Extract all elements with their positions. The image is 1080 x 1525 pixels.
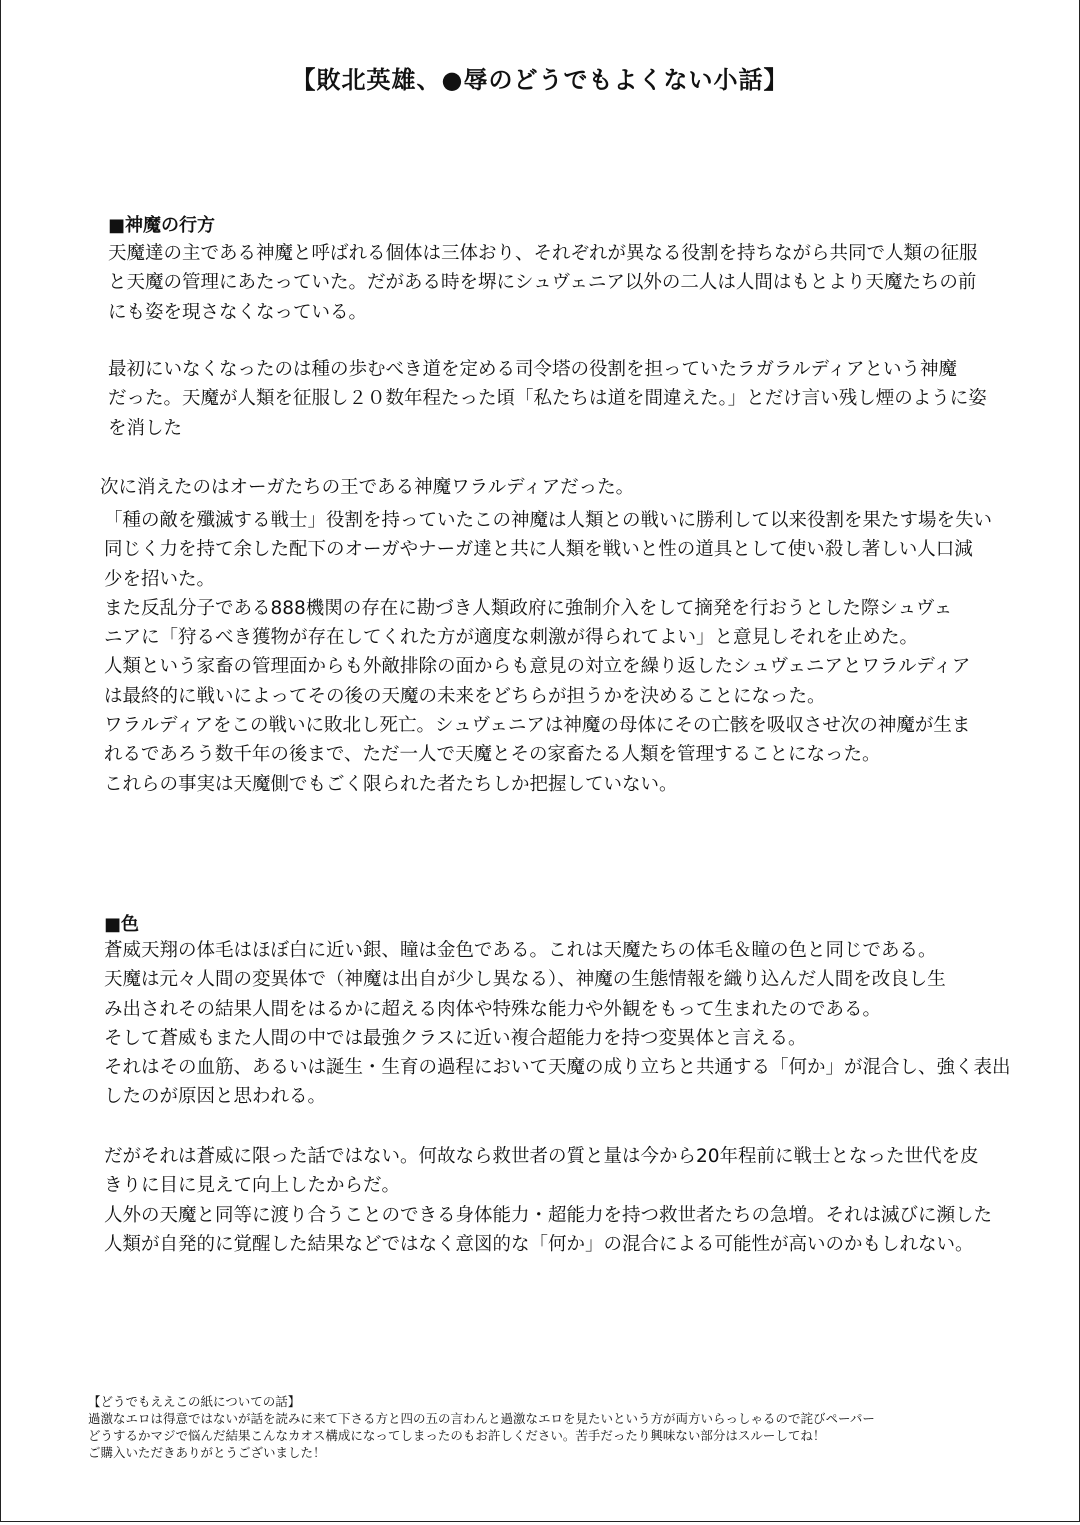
text-line: 同じく力を持て余した配下のオーガやナーガ達と共に人類を戦いと性の道具として使い殺し著しい人口減 — [104, 539, 973, 561]
text-line: は最終的に戦いによってその後の天魔の未来をどちらが担うかを決めることになった。 — [104, 685, 826, 707]
text-line: だがそれは蒼威に限った話ではない。何故なら救世者の質と量は今から20年程前に戦士となった世代を皮 — [104, 1146, 979, 1167]
text-line: 「種の敵を殲滅する戦士」役割を持っていたこの神魔は人類との戦いに勝利して以来役割を果たす場を失い — [104, 510, 993, 531]
paragraph — [104, 506, 992, 799]
text-line: 少を招いた。 — [104, 568, 216, 590]
text-line: 天魔は元々人間の変異体で（神魔は出自が少し異なる）、神魔の生態情報を織り込んだ人間を改良し生 — [104, 969, 946, 991]
text-line: 天魔達の主である神魔と呼ばれる個体は三体おり、それぞれが異なる役割を持ちながら共同で人類の征服 — [108, 243, 978, 264]
text-line: そして蒼威もまた人間の中では最強クラスに近い複合超能力を持つ変異体と言える。 — [104, 1027, 807, 1049]
text-line: 最初にいなくなったのは種の歩むべき道を定める司令塔の役割を担っていたラガラルディアという神魔 — [108, 359, 957, 380]
paragraph — [108, 355, 987, 443]
paragraph — [104, 1142, 992, 1259]
text-line: ワラルディアをこの戦いに敗北し死亡。シュヴェニアは神魔の母体にその亡骸を吸収させ次の神魔が生ま — [104, 715, 971, 737]
text-line: これらの事実は天魔側でもごく限られた者たちしか把握していない。 — [104, 773, 678, 795]
paragraph — [104, 936, 1011, 1112]
section-heading-color: ■色 — [104, 914, 140, 935]
text-line: 人類という家畜の管理面からも外敵排除の面からも意見の対立を繰り返したシュヴェニアとワラルディア — [104, 656, 971, 678]
text-line: きりに目に見えて向上したからだ。 — [104, 1175, 401, 1197]
text-line: だった。天魔が人類を征服し２０数年程たった頃「私たちは道を間違えた。」とだけ言い残し煙のように姿 — [108, 388, 987, 410]
text-line: したのが原因と思われる。 — [104, 1086, 327, 1108]
text-line: 蒼威天翔の体毛はほぼ白に近い銀、瞳は金色である。これは天魔たちの体毛＆瞳の色と同じである。 — [104, 940, 937, 961]
afterword-note — [88, 1393, 875, 1461]
paragraph — [100, 473, 634, 502]
text-line: それはその血筋、あるいは誕生・生育の過程において天魔の成り立ちと共通する「何か」が混合し、強く表出 — [104, 1057, 1011, 1079]
paragraph — [108, 239, 978, 327]
text-line: また反乱分子である888機関の存在に勘づき人類政府に強制介入をして摘発を行おうとした際シュヴェ — [104, 597, 953, 619]
page-title: 【敗北英雄、●辱のどうでもよくない小話】 — [291, 66, 789, 94]
text-line: 【どうでもええこの紙についての話】 — [88, 1394, 301, 1409]
text-line: を消した — [108, 417, 183, 439]
section-heading-shinma: ■神魔の行方 — [108, 215, 216, 236]
text-line: ご購入いただきありがとうございました！ — [88, 1445, 326, 1460]
text-line: どうするかマジで悩んだ結果こんなカオス構成になってしまったのもお許しください。苦手だったり興味ない部分はスルーしてね！ — [88, 1428, 826, 1443]
text-line: み出されその結果人間をはるかに超える肉体や特殊な能力や外観をもって生まれたのである。 — [104, 998, 882, 1020]
text-line: れるであろう数千年の後まで、ただ一人で天魔とその家畜たる人類を管理することになった。 — [104, 744, 881, 766]
text-line: 次に消えたのはオーガたちの王である神魔ワラルディアだった。 — [100, 477, 635, 498]
text-line: にも姿を現さなくなっている。 — [108, 301, 368, 323]
text-line: と天魔の管理にあたっていた。だがある時を堺にシュヴェニア以外の二人は人間はもとより天魔たちの前 — [108, 272, 977, 294]
text-line: 過激なエロは得意ではないが話を読みに来て下さる方と四の五の言わんと過激なエロを見たいという方が両方いらっしゃるので詫びペーパー — [88, 1411, 875, 1426]
text-line: ニアに「狩るべき獲物が存在してくれた方が適度な刺激が得られてよい」と意見しそれを止めた。 — [104, 627, 919, 649]
text-line: 人類が自発的に覚醒した結果などではなく意図的な「何か」の混合による可能性が高いのかもしれない。 — [104, 1233, 974, 1255]
text-line: 人外の天魔と同等に渡り合うことのできる身体能力・超能力を持つ救世者たちの急増。それは滅びに瀕した — [104, 1204, 993, 1226]
